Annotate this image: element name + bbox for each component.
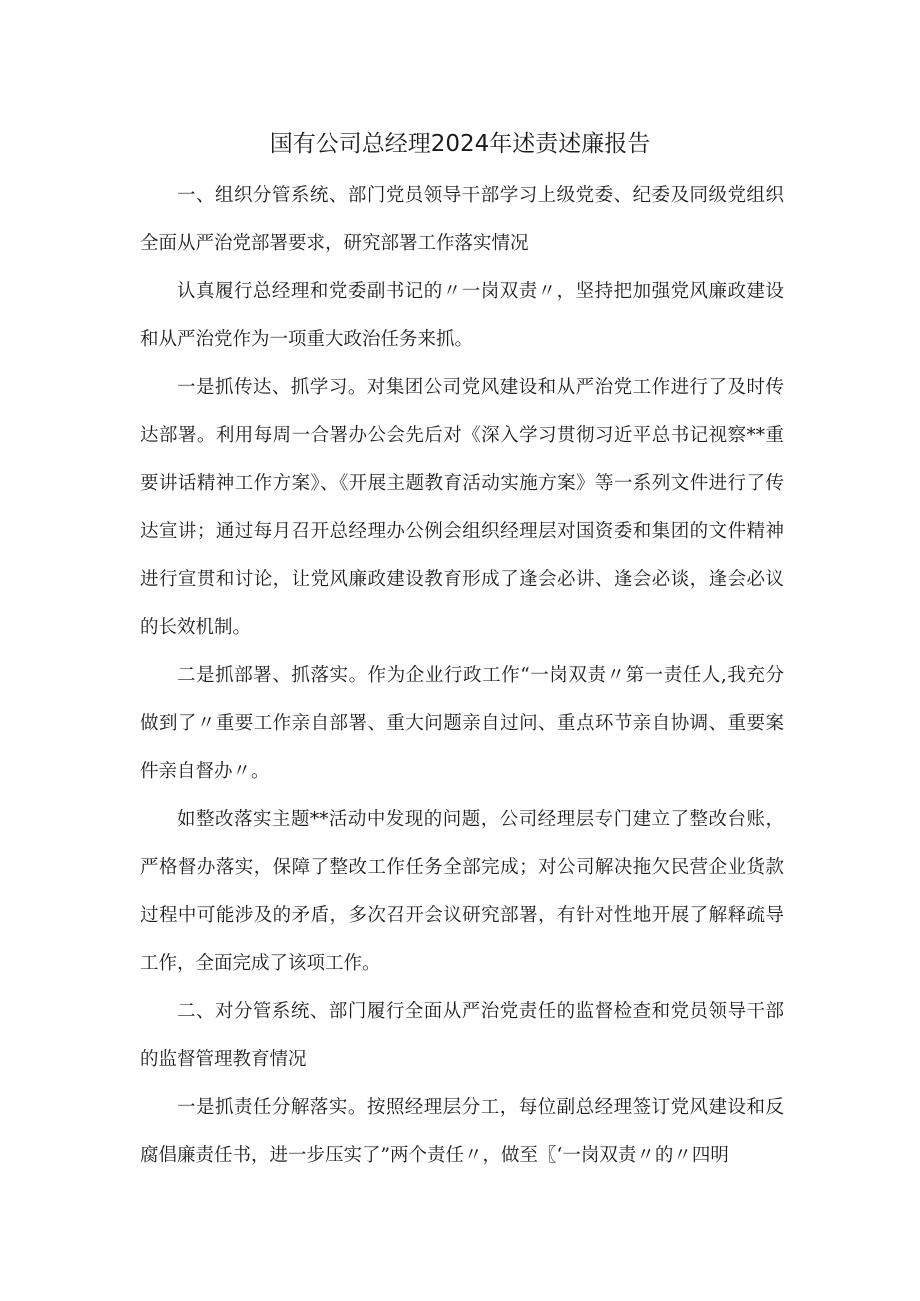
paragraph-responsibility: 一是抓责任分解落实。按照经理层分工，每位副总经理签订党风建设和反腐倡廉责任书，进一步压实了”两个责任〃，做至〖‘一岗双责〃的〃四明 — [140, 1097, 784, 1166]
paragraph-rectification: 如整改落实主题**活动中发现的问题，公司经理层专门建立了整改台账，严格督办落实，保障了整改工作任务全部完成；对公司解决拖欠民营企业货款过程中可能涉及的矛盾，多次召开会议研究部署，有针对性地开展了解释疏导工作，全面完成了该项工作。 — [140, 809, 784, 974]
paragraph-study: 一是抓传达、抓学习。对集团公司党风建设和从严治党工作进行了及时传达部署。利用每周一合署办公会先后对《深入学习贯彻习近平总书记视察**重要讲话精神工作方案》、《开展主题教育活动实施方案》等一系列文件进行了传达宣讲；通过每月召开总经理办公例会组织经理层对国资委和集团的文件精神进行宣贯和讨论，让党风廉政建设教育形成了逢会必讲、逢会必谈，逢会必议的长效机制。 — [140, 377, 784, 638]
paragraph-section-1-heading: 一、组织分管系统、部门党员领导干部学习上级党委、纪委及同级党组织全面从严治党部署要求，研究部署工作落实情况 — [140, 185, 784, 254]
paragraph-section-2-heading: 二、对分管系统、部门履行全面从严治党责任的监督检查和党员领导干部的监督管理教育情况 — [140, 1001, 784, 1070]
paragraph-deploy: 二是抓部署、抓落实。作为企业行政工作“一岗双责〃第一责任人,我充分做到了〃重要工作亲自部署、重大问题亲自过问、重点环节亲自协调、重要案件亲自督办〃。 — [140, 665, 784, 782]
document-title: 国有公司总经理2024年述责述廉报告 — [269, 131, 651, 157]
paragraph-duty-intro: 认真履行总经理和党委副书记的〃一岗双责〃，坚持把加强党风廉政建设和从严治党作为一项重大政治任务来抓。 — [140, 281, 784, 350]
